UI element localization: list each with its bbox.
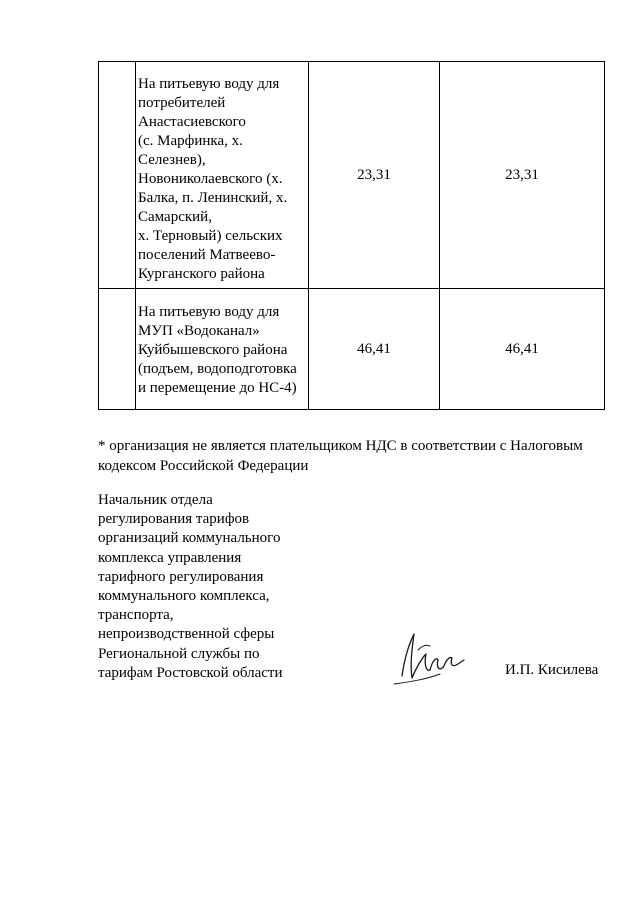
- row-description: На питьевую воду для потребителей Анастасиевского (с. Марфинка, х. Селезнев), Новониколаевского (х. Балка, п. Ленинский, х. Самарский, х. Терновый) сельских поселений Матвеево- Курганского района: [138, 76, 288, 282]
- tariff-value: 46,41: [357, 340, 391, 357]
- table-row: [99, 289, 605, 410]
- tariff-value: 23,31: [505, 166, 539, 183]
- signatory-name: И.П. Кисилева: [505, 662, 599, 678]
- row-number-cell: [99, 289, 136, 410]
- value-cell: [309, 289, 440, 410]
- tariff-table: [98, 61, 605, 410]
- tariff-value: 46,41: [505, 340, 539, 357]
- handwritten-signature-icon: [388, 624, 466, 688]
- signatory-title: Начальник отдела регулирования тарифов организаций коммунального комплекса управления тарифного регулирования коммунального комплекса, транспорта, непроизводственной сферы Региональной службы по тарифам Ростовской области: [98, 492, 283, 681]
- value-cell: [440, 289, 605, 410]
- value-cell: [309, 62, 440, 289]
- value-cell: [440, 62, 605, 289]
- table-row: [99, 62, 605, 289]
- description-cell: [136, 289, 309, 410]
- vat-footnote: * организация не является плательщиком НДС в соответствии с Налоговым кодексом Российской Федерации: [98, 438, 583, 474]
- row-description: На питьевую воду для МУП «Водоканал» Куйбышевского района (подъем, водоподготовка и перемещение до НС-4): [138, 304, 297, 396]
- tariff-value: 23,31: [357, 166, 391, 183]
- description-cell: [136, 62, 309, 289]
- row-number-cell: [99, 62, 136, 289]
